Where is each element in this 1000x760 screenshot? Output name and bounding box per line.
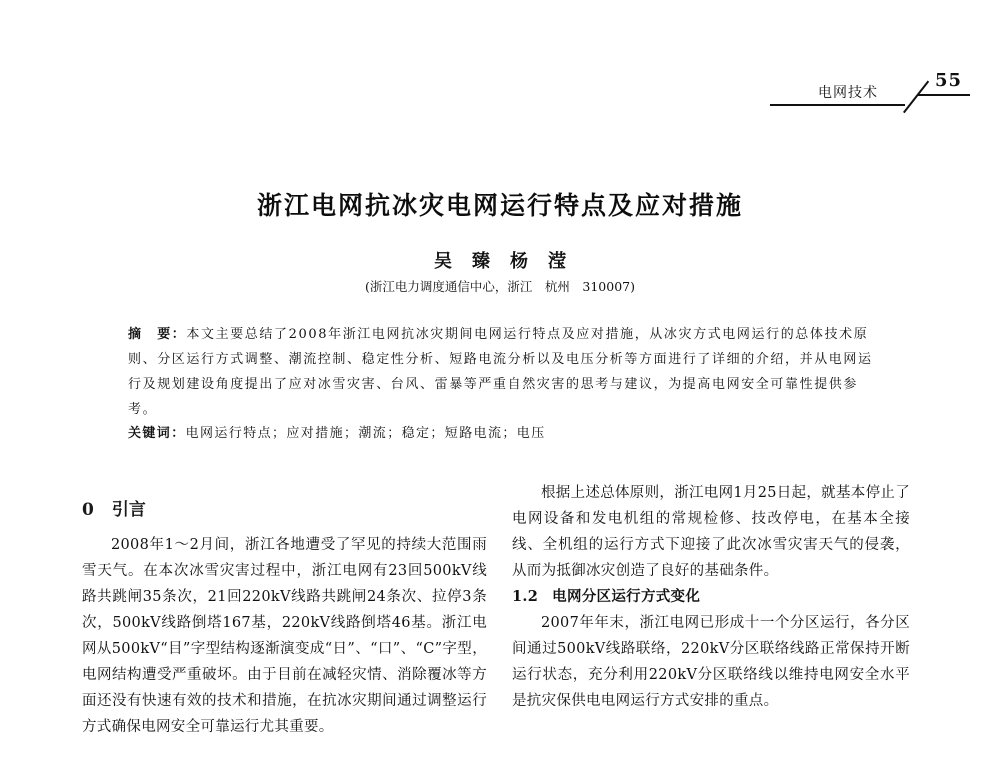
author-name-char: 杨	[510, 251, 528, 272]
author-name-char: 吴	[434, 251, 452, 272]
running-header-section: 电网技术	[818, 85, 878, 101]
section-number: 0	[82, 500, 94, 520]
body-paragraph: 2007年年末，浙江电网已形成十一个分区运行，各分区间通过500kV线路联络，220kV分区联络线路正常保持开断运行状态，充分利用220kV分区联络线以维持电网安全水平是抗灾保供电电网运行方式安排的重点。	[512, 615, 910, 709]
keywords-label: 关键词：	[128, 426, 186, 441]
abstract	[128, 322, 873, 422]
page-number: 55	[935, 70, 963, 91]
subsection-number: 1.2	[512, 588, 539, 605]
subsection-heading	[512, 584, 910, 610]
header-rule	[770, 104, 905, 106]
keywords	[128, 422, 873, 441]
author-name-char: 滢	[548, 251, 566, 272]
body-paragraph: 根据上述总体原则，浙江电网1月25日起，就基本停止了电网设备和发电机组的常规检修、技改停电，在基本全接线、全机组的运行方式下迎接了此次冰雪灾害天气的侵袭，从而为抵御冰灾创造了良好的基础条件。	[512, 485, 910, 579]
header-rule-page	[918, 94, 970, 96]
author-list	[0, 247, 1000, 273]
author-affiliation: (浙江电力调度通信中心，浙江 杭州 310007)	[365, 279, 635, 294]
intro-paragraph: 2008年1～2月间，浙江各地遭受了罕见的持续大范围雨雪天气。在本次冰雪灾害过程中，浙江电网有23回500kV线路共跳闸35条次，21回220kV线路共跳闸24条次、拉停3条次，500kV线路倒塔167基，220kV线路倒塔46基。浙江电网从500kV“目”字型结构逐渐演变成“日”、“口”、“C”字型，电网结构遭受严重破坏。由于目前在减轻灾情、消除覆冰等方面还没有快速有效的技术和措施，在抗冰灾期间通过调整运行方式确保电网安全可靠运行尤其重要。	[82, 537, 487, 735]
abstract-text: 本文主要总结了2008年浙江电网抗冰灾期间电网运行特点及应对措施，从冰灾方式电网运行的总体技术原则、分区运行方式调整、潮流控制、稳定性分析、短路电流分析以及电压分析等方面进行了详细的介绍，并从电网运行及规划建设角度提出了应对冰雪灾害、台风、雷暴等严重自然灾害的思考与建议，为提高电网安全可靠性提供参考。	[128, 327, 873, 417]
left-column	[82, 532, 487, 740]
subsection-title: 电网分区运行方式变化	[552, 589, 701, 605]
right-column	[512, 480, 910, 714]
header-slash-divider	[903, 80, 929, 113]
abstract-label: 摘 要：	[128, 327, 187, 342]
author-name-char: 臻	[472, 251, 490, 272]
section-heading-introduction	[82, 495, 146, 520]
keywords-text: 电网运行特点；应对措施；潮流；稳定；短路电流；电压	[185, 426, 546, 441]
section-title: 引言	[111, 500, 146, 520]
article-title: 浙江电网抗冰灾电网运行特点及应对措施	[256, 191, 743, 220]
